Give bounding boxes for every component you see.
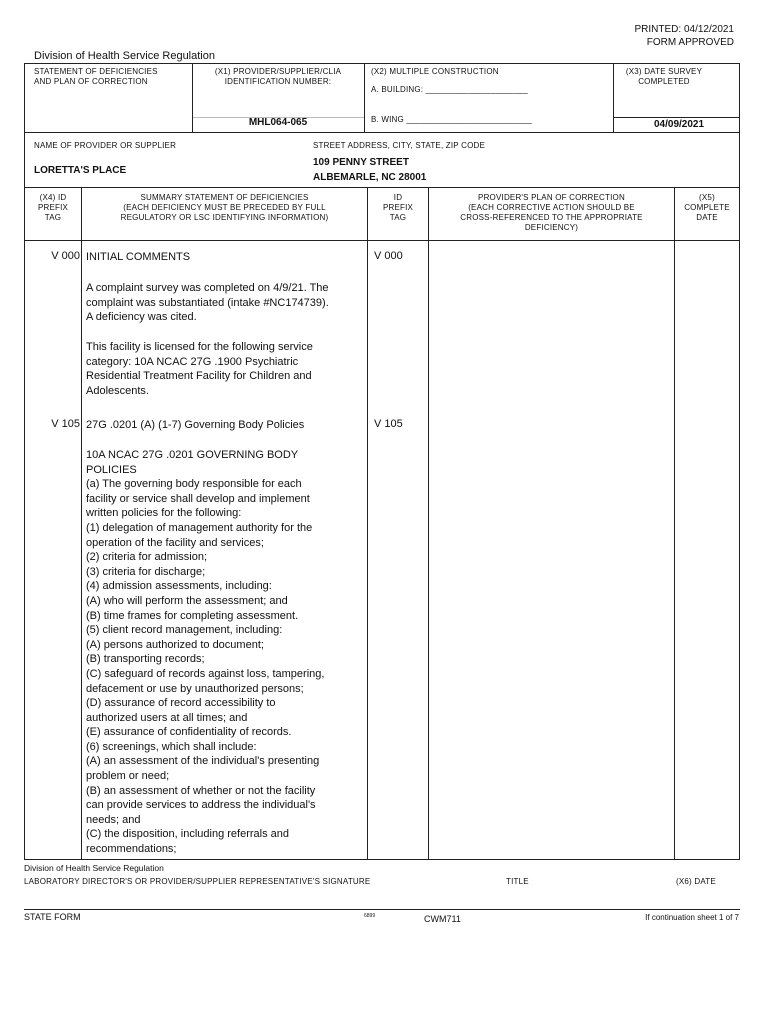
x6-date-label: (X6) DATE bbox=[676, 877, 716, 886]
x4-header: (X4) ID PREFIX TAG bbox=[37, 193, 69, 222]
x3-value: 04/09/2021 bbox=[654, 119, 705, 130]
address-line-2: ALBEMARLE, NC 28001 bbox=[313, 172, 427, 183]
divider bbox=[24, 187, 740, 188]
x2-label: (X2) MULTIPLE CONSTRUCTION bbox=[371, 67, 499, 76]
form-code: 6899 bbox=[364, 913, 376, 919]
division-title: Division of Health Service Regulation bbox=[34, 50, 215, 62]
statement-label: STATEMENT OF DEFICIENCIES AND PLAN OF CORRECTION bbox=[34, 67, 158, 86]
prefix-tag: V 105 bbox=[51, 418, 80, 430]
rule-title: 27G .0201 (A) (1-7) Governing Body Policies bbox=[86, 419, 305, 431]
id-prefix-tag: V 000 bbox=[374, 250, 403, 262]
initial-comments-heading: INITIAL COMMENTS bbox=[86, 251, 191, 263]
x1-label: (X1) PROVIDER/SUPPLIER/CLIA IDENTIFICATION NUMBER: bbox=[214, 67, 342, 86]
x2-wing: B. WING ___________________________ bbox=[371, 115, 532, 124]
continuation-sheet: If continuation sheet 1 of 7 bbox=[645, 913, 739, 922]
plan-header: PROVIDER'S PLAN OF CORRECTION (EACH CORRECTIVE ACTION SHOULD BE CROSS-REFERENCED TO THE APPROPRIATE DEFICIENCY) bbox=[460, 193, 643, 232]
provider-name: LORETTA'S PLACE bbox=[34, 165, 127, 176]
divider bbox=[24, 132, 740, 133]
paragraph-rule-text: 10A NCAC 27G .0201 GOVERNING BODY POLICIES (a) The governing body responsible for each facility or service shall develop and implement written policies for the following: (1) delegation of management authority for the operation of the facility and services; (2) criteria for admission; (3) criteria for discharge; (4) admission assessments, including: (A) who will perform the assessment; and (B) time frames for completing assessment. (5) client record management, including: (A) persons authorized to document; (B) transporting records; (C) safeguard of records against loss, tampering, defacement or use by unauthorized persons; (D) assurance of record accessibility to authorized users at all times; and (E) assurance of confidentiality of records. (6) screenings, which shall include: (A) an assessment of the individual's presenting problem or need; (B) an assessment of whether or not the facility can provide services to address the individual's needs; and (C) the disposition, including referrals and recommendations; bbox=[86, 449, 325, 856]
id-header: ID PREFIX TAG bbox=[382, 193, 414, 222]
column-divider bbox=[674, 187, 675, 860]
paragraph-survey: A complaint survey was completed on 4/9/21. The complaint was substantiated (intake #NC174739). A deficiency was cited. bbox=[86, 282, 329, 324]
column-divider bbox=[81, 187, 82, 860]
printed-date: PRINTED: 04/12/2021 bbox=[634, 24, 734, 35]
divider bbox=[192, 63, 193, 132]
title-label: TITLE bbox=[506, 877, 529, 886]
cwm-code: CWM711 bbox=[424, 914, 461, 924]
x2-building: A. BUILDING: ______________________ bbox=[371, 85, 528, 94]
address-line-1: 109 PENNY STREET bbox=[313, 157, 409, 168]
prefix-tag: V 000 bbox=[51, 250, 80, 262]
paragraph-license: This facility is licensed for the following service category: 10A NCAC 27G .1900 Psychiatric Residential Treatment Facility for Children and Adolescents. bbox=[86, 341, 313, 397]
divider bbox=[24, 240, 740, 241]
footer-divider bbox=[24, 909, 740, 910]
x1-value: MHL064-065 bbox=[248, 117, 308, 128]
id-prefix-tag: V 105 bbox=[374, 418, 403, 430]
column-divider bbox=[367, 187, 368, 860]
signature-label: LABORATORY DIRECTOR'S OR PROVIDER/SUPPLIER REPRESENTATIVE'S SIGNATURE bbox=[24, 877, 371, 886]
column-divider bbox=[428, 187, 429, 860]
summary-header: SUMMARY STATEMENT OF DEFICIENCIES (EACH DEFICIENCY MUST BE PRECEDED BY FULL REGULATORY OR LSC IDENTIFYING INFORMATION) bbox=[120, 193, 329, 222]
footer-division: Division of Health Service Regulation bbox=[24, 863, 164, 873]
form-approved: FORM APPROVED bbox=[646, 37, 734, 48]
divider bbox=[364, 63, 365, 132]
divider bbox=[613, 117, 740, 118]
state-form-label: STATE FORM bbox=[24, 912, 81, 922]
address-label: STREET ADDRESS, CITY, STATE, ZIP CODE bbox=[313, 141, 486, 150]
provider-label: NAME OF PROVIDER OR SUPPLIER bbox=[34, 141, 177, 150]
x3-label: (X3) DATE SURVEY COMPLETED bbox=[625, 67, 703, 86]
x5-header: (X5) COMPLETE DATE bbox=[684, 193, 730, 222]
